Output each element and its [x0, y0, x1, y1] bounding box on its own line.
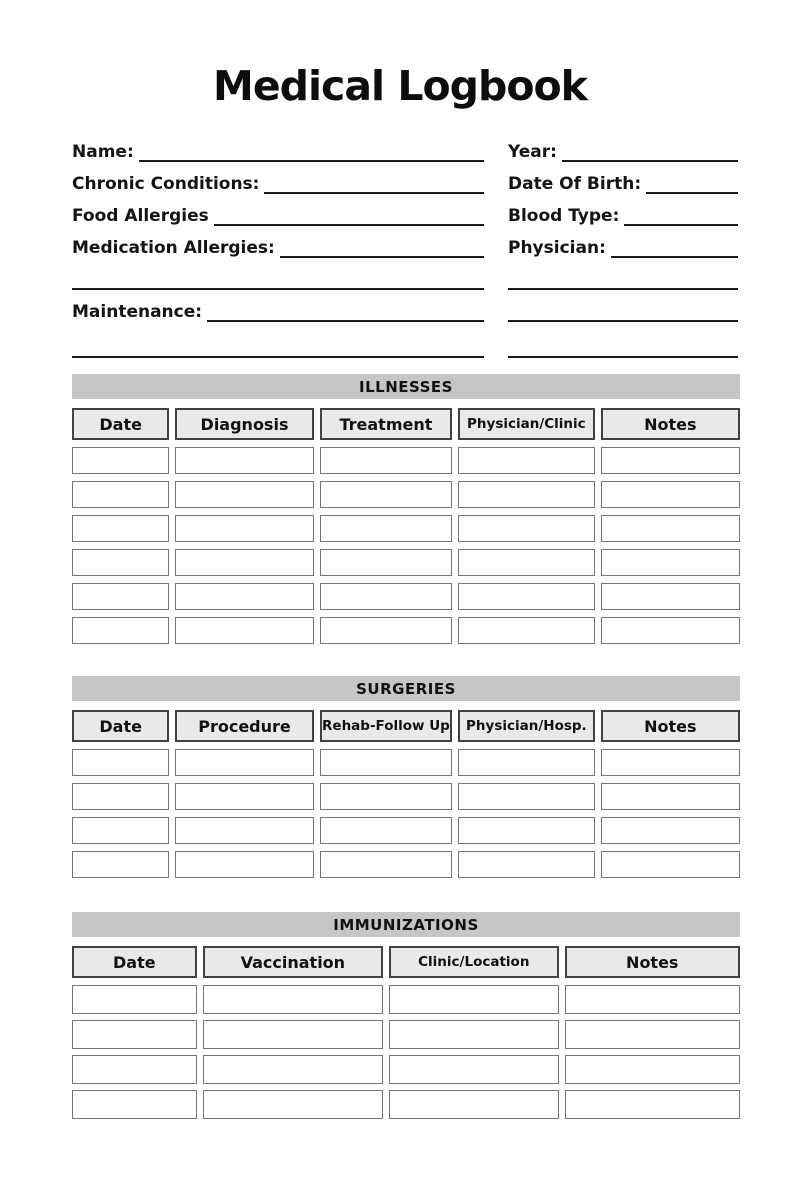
- field-row-year: [508, 130, 738, 162]
- column-header-notes: Notes: [565, 946, 740, 978]
- field-row-physician: [508, 226, 738, 258]
- immunizations-body: [72, 985, 740, 1119]
- field-row-medication-allergies: [72, 226, 484, 258]
- empty-cell: [175, 617, 313, 644]
- empty-cell: [458, 851, 594, 878]
- section-title-illnesses: ILLNESSES: [72, 374, 740, 399]
- empty-cell: [320, 783, 452, 810]
- field-row-blank: [508, 326, 738, 358]
- empty-cell: [203, 985, 383, 1014]
- empty-cell: [565, 1055, 740, 1084]
- illnesses-header-row: [72, 408, 740, 440]
- immunizations-header-row: [72, 946, 740, 978]
- empty-cell: [175, 515, 313, 542]
- field-label-year: Year:: [508, 142, 557, 163]
- empty-cell: [72, 583, 169, 610]
- column-header-vaccination: Vaccination: [203, 946, 383, 978]
- empty-cell: [389, 985, 558, 1014]
- info-column-left: [72, 130, 484, 358]
- empty-cell: [175, 583, 313, 610]
- empty-cell: [72, 749, 169, 776]
- field-row-blank: [508, 290, 738, 322]
- empty-cell: [72, 617, 169, 644]
- field-row-chronic-conditions: [72, 162, 484, 194]
- info-column-right: [508, 130, 738, 358]
- page-title: Medical Logbook: [213, 62, 587, 110]
- empty-cell: [203, 1090, 383, 1119]
- field-row-date-of-birth: [508, 162, 738, 194]
- empty-cell: [72, 1055, 197, 1084]
- empty-cell: [72, 447, 169, 474]
- surgeries-header-row: [72, 710, 740, 742]
- field-row-blank: [72, 258, 484, 290]
- column-header-physician-hosp: Physician/Hosp.: [458, 710, 594, 742]
- empty-cell: [320, 515, 452, 542]
- empty-cell: [72, 1020, 197, 1049]
- empty-cell: [565, 1020, 740, 1049]
- section-title-immunizations: IMMUNIZATIONS: [72, 912, 740, 937]
- empty-cell: [565, 1090, 740, 1119]
- section-immunizations: [72, 912, 740, 1119]
- field-row-blank: [72, 326, 484, 358]
- column-header-date: Date: [72, 408, 169, 440]
- column-header-date: Date: [72, 946, 197, 978]
- empty-cell: [72, 481, 169, 508]
- empty-cell: [458, 447, 594, 474]
- field-label-physician: Physician:: [508, 238, 606, 259]
- illnesses-body: [72, 447, 740, 644]
- write-in-line: [207, 319, 484, 322]
- empty-cell: [175, 549, 313, 576]
- empty-cell: [458, 617, 594, 644]
- empty-cell: [320, 851, 452, 878]
- empty-cell: [72, 783, 169, 810]
- column-header-diagnosis: Diagnosis: [175, 408, 313, 440]
- empty-cell: [175, 749, 313, 776]
- empty-cell: [458, 749, 594, 776]
- empty-cell: [175, 851, 313, 878]
- column-header-notes: Notes: [601, 710, 740, 742]
- empty-cell: [601, 549, 740, 576]
- column-header-physician-clinic: Physician/Clinic: [458, 408, 594, 440]
- empty-cell: [601, 447, 740, 474]
- field-label-blood-type: Blood Type:: [508, 206, 620, 227]
- section-surgeries: [72, 676, 740, 878]
- empty-cell: [601, 817, 740, 844]
- field-row-name: [72, 130, 484, 162]
- empty-cell: [458, 817, 594, 844]
- empty-cell: [72, 817, 169, 844]
- empty-cell: [320, 583, 452, 610]
- empty-cell: [389, 1055, 558, 1084]
- field-label-chronic-conditions: Chronic Conditions:: [72, 174, 260, 195]
- empty-cell: [175, 447, 313, 474]
- field-label-date-of-birth: Date Of Birth:: [508, 174, 642, 195]
- section-title-surgeries: SURGERIES: [72, 676, 740, 701]
- section-illnesses: [72, 374, 740, 644]
- surgeries-body: [72, 749, 740, 878]
- empty-cell: [601, 783, 740, 810]
- empty-cell: [320, 447, 452, 474]
- empty-cell: [601, 583, 740, 610]
- field-label-food-allergies: Food Allergies: [72, 206, 209, 227]
- empty-cell: [389, 1020, 558, 1049]
- field-row-maintenance: [72, 290, 484, 322]
- column-header-notes: Notes: [601, 408, 740, 440]
- empty-cell: [203, 1055, 383, 1084]
- empty-cell: [320, 549, 452, 576]
- field-row-blank: [508, 258, 738, 290]
- empty-cell: [175, 783, 313, 810]
- empty-cell: [72, 549, 169, 576]
- empty-cell: [389, 1090, 558, 1119]
- empty-cell: [601, 851, 740, 878]
- write-in-line: [508, 355, 738, 358]
- empty-cell: [320, 749, 452, 776]
- empty-cell: [72, 985, 197, 1014]
- write-in-line: [72, 355, 484, 358]
- empty-cell: [320, 481, 452, 508]
- empty-cell: [458, 481, 594, 508]
- column-header-date: Date: [72, 710, 169, 742]
- empty-cell: [458, 583, 594, 610]
- empty-cell: [320, 817, 452, 844]
- column-header-procedure: Procedure: [175, 710, 313, 742]
- field-row-blood-type: [508, 194, 738, 226]
- empty-cell: [72, 851, 169, 878]
- field-label-name: Name:: [72, 142, 134, 163]
- empty-cell: [601, 617, 740, 644]
- empty-cell: [458, 549, 594, 576]
- empty-cell: [320, 617, 452, 644]
- empty-cell: [175, 481, 313, 508]
- empty-cell: [458, 783, 594, 810]
- empty-cell: [601, 481, 740, 508]
- empty-cell: [72, 1090, 197, 1119]
- empty-cell: [601, 515, 740, 542]
- column-header-treatment: Treatment: [320, 408, 452, 440]
- field-row-food-allergies: [72, 194, 484, 226]
- column-header-rehab-follow-up: Rehab-Follow Up: [320, 710, 452, 742]
- empty-cell: [565, 985, 740, 1014]
- empty-cell: [203, 1020, 383, 1049]
- field-label-maintenance: Maintenance:: [72, 302, 203, 323]
- empty-cell: [72, 515, 169, 542]
- column-header-clinic-location: Clinic/Location: [389, 946, 558, 978]
- empty-cell: [175, 817, 313, 844]
- empty-cell: [601, 749, 740, 776]
- write-in-line: [508, 319, 738, 322]
- empty-cell: [458, 515, 594, 542]
- field-label-medication-allergies: Medication Allergies:: [72, 238, 275, 259]
